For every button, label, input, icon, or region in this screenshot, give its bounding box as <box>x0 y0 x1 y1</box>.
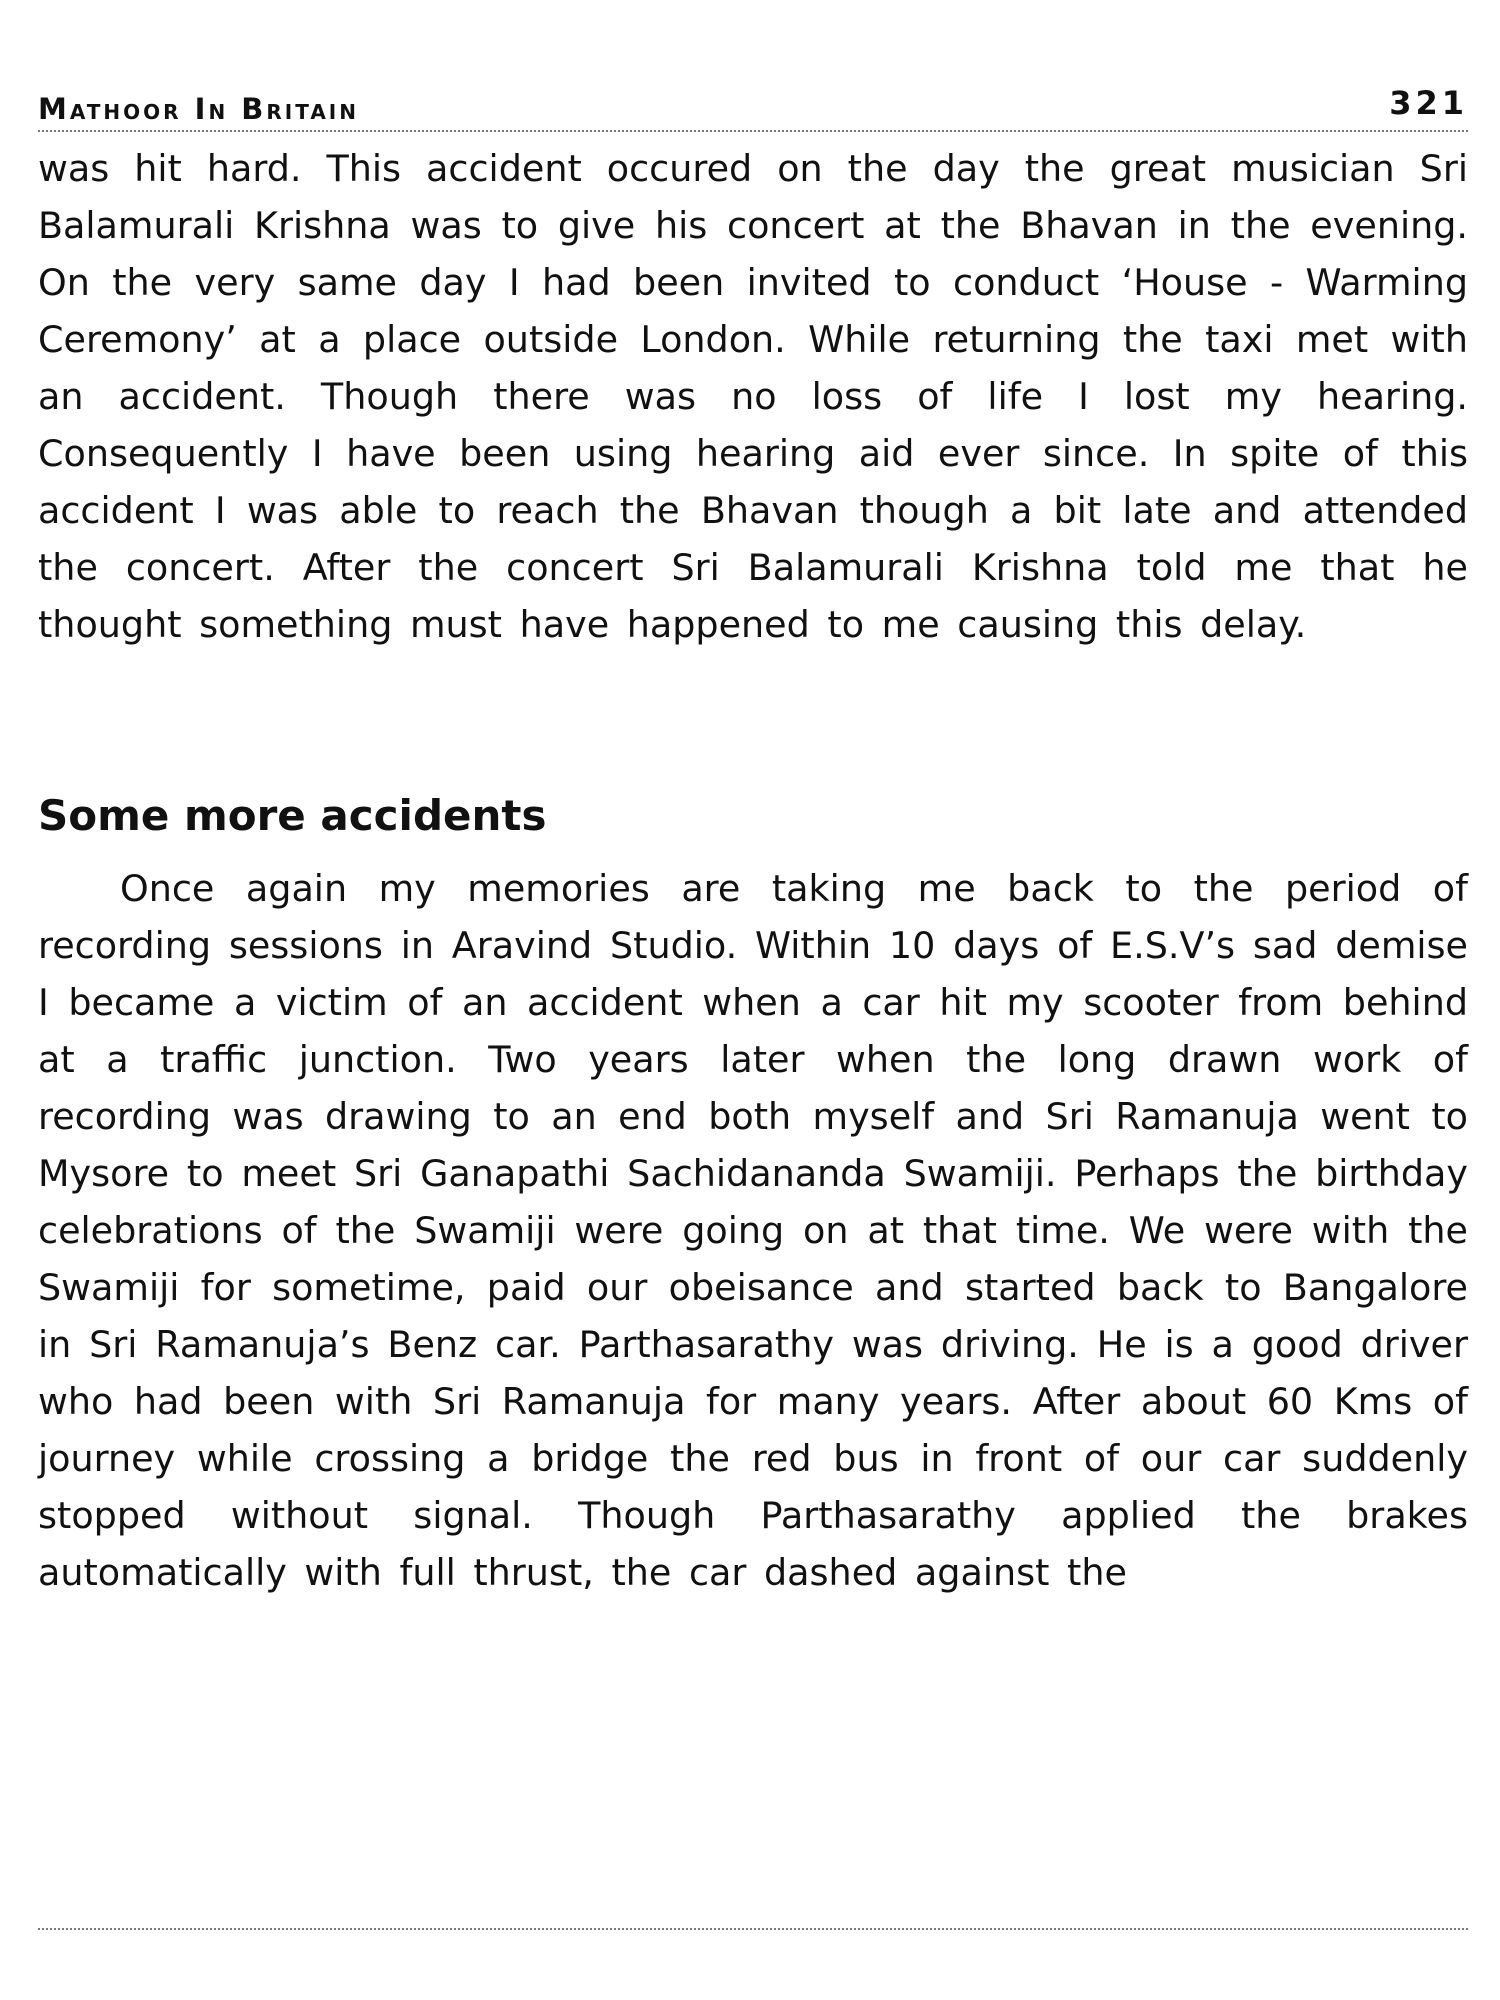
page-number: 321 <box>1389 84 1468 122</box>
header-rule <box>38 130 1468 132</box>
footer-rule <box>38 1928 1468 1930</box>
section-heading: Some more accidents <box>38 791 547 840</box>
running-head: Mathoor In Britain <box>38 92 359 126</box>
paragraph-continued: was hit hard. This accident occured on the day the great musician Sri Balamurali Krishna was to give his concert at the Bhavan in the evening. On the very same day I had been invited to conduct ‘House - Warming Ceremony’ at a place outside London. While returning the taxi met with an accident. Though there was no loss of life I lost my hearing. Consequently I have been using hearing aid ever since. In spite of this accident I was able to reach the Bhavan though a bit late and attended the concert. After the concert Sri Balamurali Krishna told me that he thought something must have happened to me causing this delay. <box>38 147 1468 646</box>
paragraph-section: Once again my memories are taking me back to the period of recording sessions in Aravind Studio. Within 10 days of E.S.V’s sad demise I became a victim of an accident when a car hit my scooter from behind at a traffic junction. Two years later when the long drawn work of recording was drawing to an end both myself and Sri Ramanuja went to Mysore to meet Sri Ganapathi Sachidananda Swamiji. Perhaps the birthday celebrations of the Swamiji were going on at that time. We were with the Swamiji for sometime, paid our obeisance and started back to Bangalore in Sri Ramanuja’s Benz car. Parthasarathy was driving. He is a good driver who had been with Sri Ramanuja for many years. After about 60 Kms of journey while crossing a bridge the red bus in front of our car suddenly stopped without signal. Though Parthasarathy applied the brakes automatically with full thrust, the car dashed against the <box>38 867 1468 1594</box>
page-header <box>38 70 1468 130</box>
book-page <box>38 70 1468 1601</box>
